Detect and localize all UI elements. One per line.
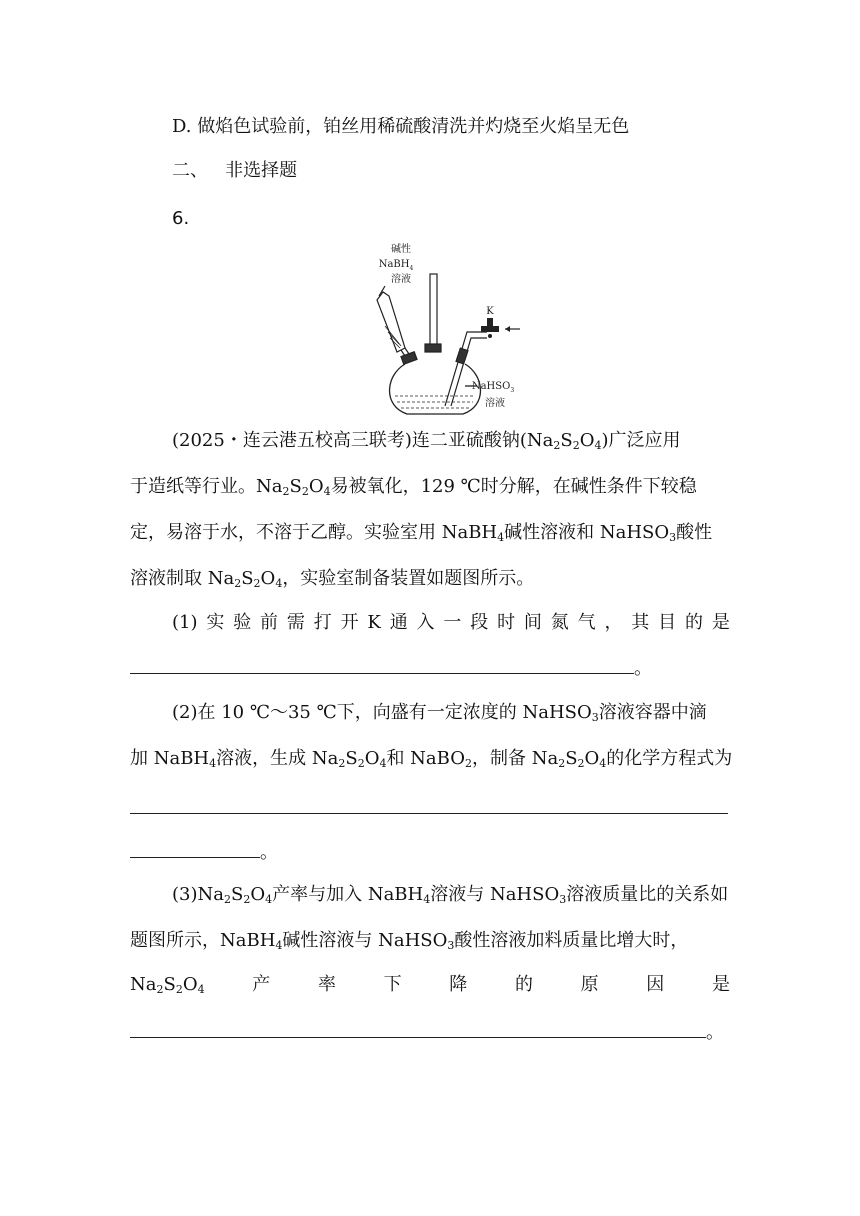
section-number: 二、	[172, 160, 208, 181]
round-flask	[390, 352, 481, 414]
label-k: K	[486, 306, 494, 317]
apparatus-diagram	[355, 236, 535, 418]
intro-line-1: (2025・连云港五校高三联考)连二亚硫酸钠$(Na_2S_2O_4)$广泛应用	[172, 430, 681, 452]
section-title: 非选择题	[225, 160, 298, 181]
dropping-funnel	[377, 286, 413, 362]
q3-answer: 。	[130, 1020, 724, 1046]
q2-answer-blank-1[interactable]	[130, 797, 728, 814]
q2-answer-line-1	[130, 796, 728, 822]
q2-line-1: (2)在 10 ℃～35 ℃下，向盛有一定浓度的 NaHSO$_3$溶液容器中滴	[172, 702, 707, 724]
apparatus-svg	[355, 236, 535, 418]
q1-answer: 。	[130, 656, 652, 682]
q3-line-1: $(3)Na_2S_2O_4$产率与加入 NaBH$_4$溶液与 NaHSO$_3$溶液质量比的关系如	[172, 884, 729, 906]
question-number: 6.	[172, 208, 190, 229]
valve-k	[481, 306, 520, 338]
q3-answer-blank[interactable]	[130, 1021, 706, 1038]
section-heading	[172, 158, 297, 184]
q2-line-2: 加 NaBH$_4$溶液，生成 $Na_2S_2O_4$和 NaBO$_2$，制备 $Na_2S_2O_4$的化学方程式为	[130, 748, 733, 770]
q3-line-2: 题图所示，NaBH$_4$碱性溶液与 NaHSO$_3$酸性溶液加料质量比增大时，	[130, 930, 689, 952]
q2-answer-blank-2[interactable]	[130, 841, 260, 858]
intro-line-4: 溶液制取 $Na_2S_2O_4$，实验室制备装置如题图所示。	[130, 568, 535, 590]
label-alkaline: 碱性	[391, 244, 411, 255]
intro-line-2: 于造纸等行业。$Na_2S_2O_4$易被氧化，129 ℃时分解，在碱性条件下较稳	[130, 476, 697, 498]
label-nahso3: NaHSO$_3$	[471, 381, 515, 394]
label-solution-top: 溶液	[391, 274, 411, 285]
q3-line-3: $Na_2S_2O_4$ 产 率 下 降 的 原 因 是	[130, 974, 730, 996]
q2-answer-line-2: 。	[130, 840, 278, 866]
center-tube	[425, 274, 441, 352]
label-nabh4: NaBH$_4$	[378, 259, 414, 272]
q1-answer-blank[interactable]	[130, 657, 634, 674]
intro-line-3: 定，易溶于水，不溶于乙醇。实验室用 NaBH$_4$碱性溶液和 NaHSO$_3$酸性	[130, 522, 713, 544]
q1-line: (1) 实 验 前 需 打 开 K 通 入 一 段 时 间 氮 气 ， 其 目 的 是	[172, 612, 730, 633]
label-solution-bottom: 溶液	[485, 398, 505, 409]
option-d: D. 做焰色试验前，铂丝用稀硫酸清洗并灼烧至火焰呈无色	[172, 116, 630, 137]
q3-compound: $Na_2S_2O_4$	[130, 974, 205, 996]
